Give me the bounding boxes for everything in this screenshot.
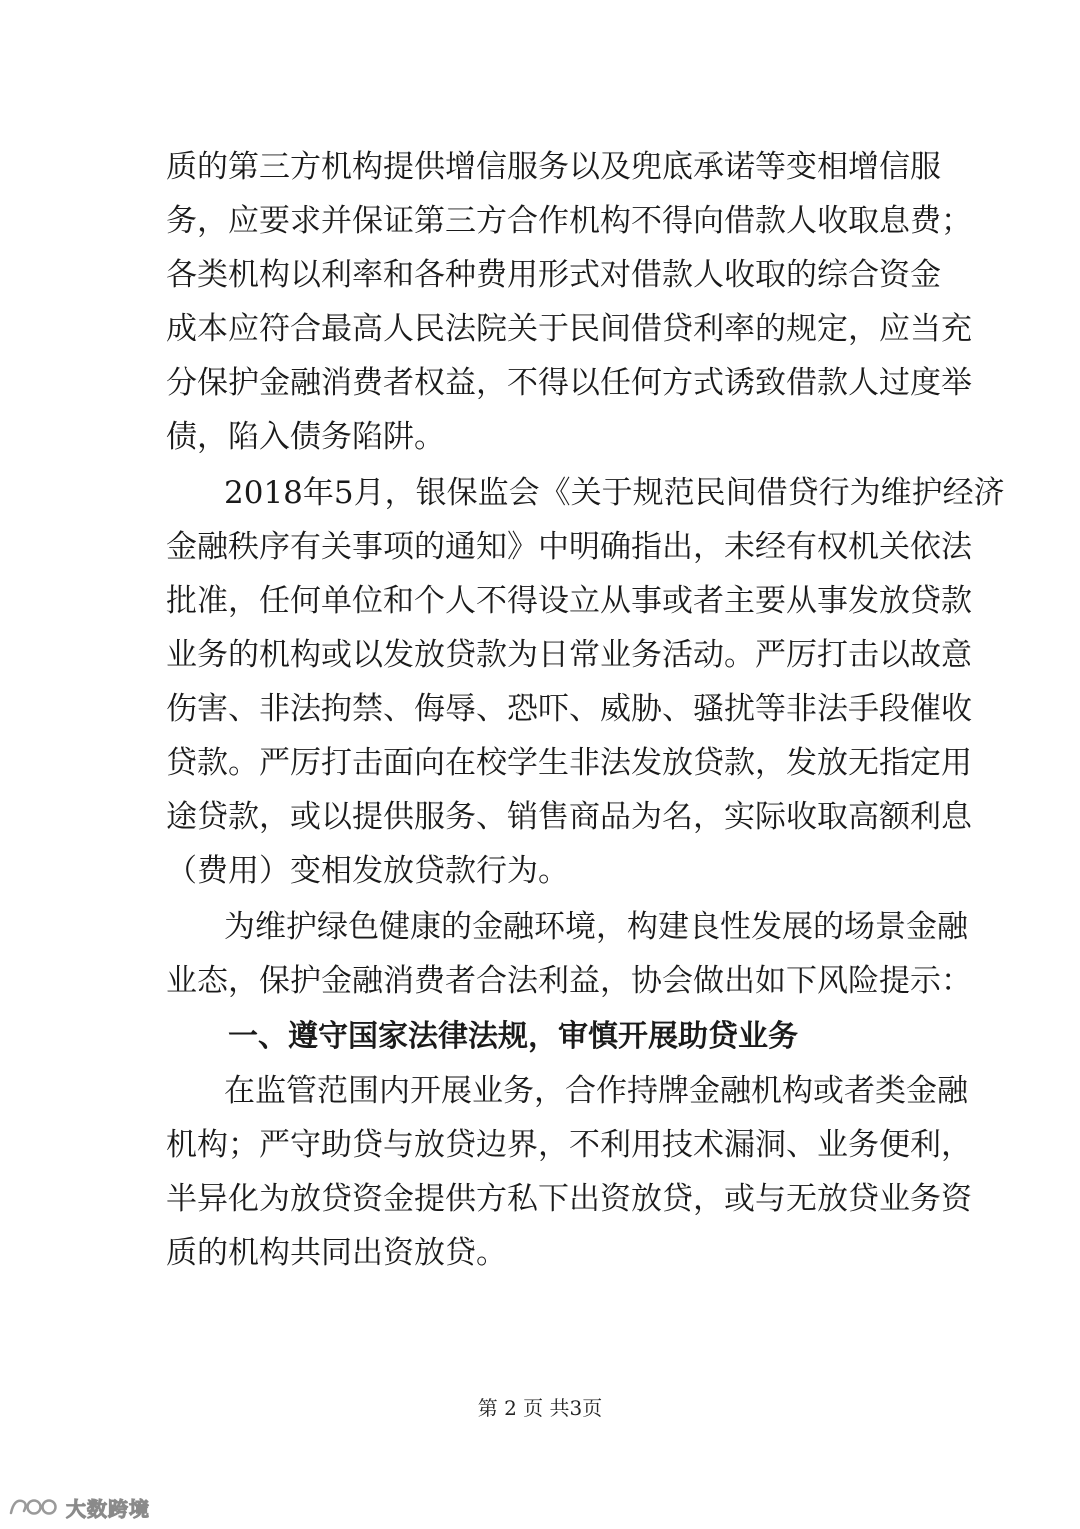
p1-line-1: 质的第三方机构提供增信服务以及兜底承诺等变相增信服 <box>166 149 941 185</box>
p1-line-2: 务，应要求并保证第三方合作机构不得向借款人收取息费； <box>166 203 972 239</box>
p4-line-1: 在监管范围内开展业务，合作持牌金融机构或者类金融 <box>224 1073 968 1109</box>
p1-line-6: 债，陷入债务陷阱。 <box>166 419 445 455</box>
p1-line-5: 分保护金融消费者权益，不得以任何方式诱致借款人过度举 <box>166 365 972 401</box>
p2-line-2: 金融秩序有关事项的通知》中明确指出，未经有权机关依法 <box>166 529 972 565</box>
watermark <box>8 1493 150 1521</box>
p3-line-2: 业态，保护金融消费者合法利益，协会做出如下风险提示： <box>166 963 972 999</box>
watermark-text: 大数跨境 <box>66 1496 150 1521</box>
p4-line-4: 质的机构共同出资放贷。 <box>166 1235 507 1271</box>
p4-line-3: 半异化为放贷资金提供方私下出资放贷，或与无放贷业务资 <box>166 1181 972 1217</box>
p4-line-2: 机构；严守助贷与放贷边界，不利用技术漏洞、业务便利， <box>166 1127 972 1163</box>
p2-line-5: 伤害、非法拘禁、侮辱、恐吓、威胁、骚扰等非法手段催收 <box>166 691 972 727</box>
p2-line-1: 2018年5月，银保监会《关于规范民间借贷行为维护经济 <box>224 475 1005 511</box>
dashu-logo-icon <box>8 1495 60 1519</box>
p1-line-3: 各类机构以利率和各种费用形式对借款人收取的综合资金 <box>166 257 941 293</box>
page-footer: 第 2 页 共3页 <box>477 1396 603 1420</box>
p3-line-1: 为维护绿色健康的金融环境，构建良性发展的场景金融 <box>224 909 968 945</box>
p1-line-4: 成本应符合最高人民法院关于民间借贷利率的规定，应当充 <box>166 311 972 347</box>
p2-line-6: 贷款。严厉打击面向在校学生非法发放贷款，发放无指定用 <box>166 745 972 781</box>
p2-line-3: 批准，任何单位和个人不得设立从事或者主要从事发放贷款 <box>166 583 972 619</box>
p2-line-7: 途贷款，或以提供服务、销售商品为名，实际收取高额利息 <box>166 799 972 835</box>
p2-line-4: 业务的机构或以发放贷款为日常业务活动。严厉打击以故意 <box>166 637 972 673</box>
p2-line-8: （费用）变相发放贷款行为。 <box>166 853 569 889</box>
section-heading: 一、遵守国家法律法规，审慎开展助贷业务 <box>228 1019 798 1054</box>
